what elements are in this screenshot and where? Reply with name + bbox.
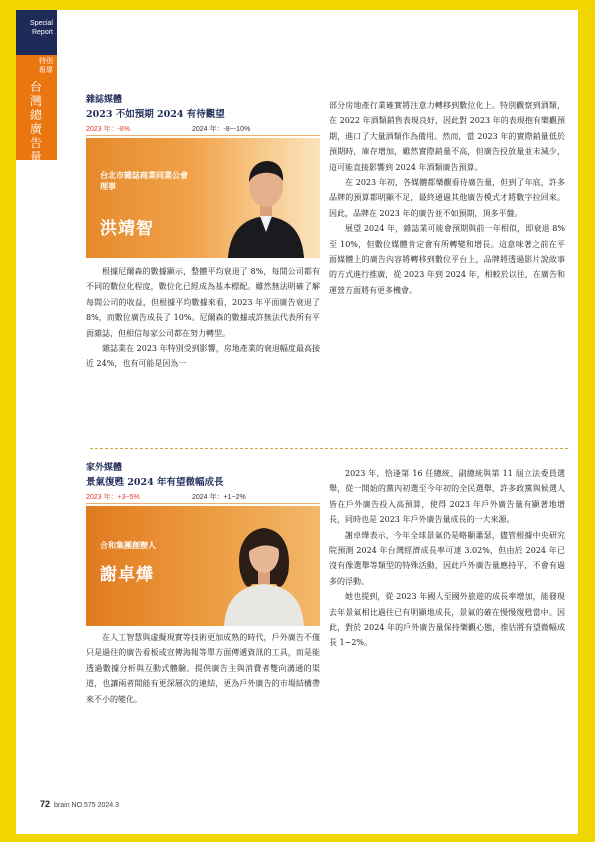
article2-title: 景氣復甦 2024 年有望微幅成長	[86, 477, 224, 488]
article1-category: 雜誌媒體	[86, 95, 123, 105]
article2-left-column	[86, 630, 320, 707]
article2-person-name: 謝卓燁	[100, 565, 154, 585]
article2-portrait	[86, 506, 320, 626]
article1-rate-2024	[192, 124, 250, 134]
rate-2023-value: +3~5%	[117, 494, 140, 501]
section-divider	[90, 448, 568, 449]
sidebar-english-label: Special Report	[30, 20, 53, 36]
article1-portrait	[86, 138, 320, 258]
rate-underline	[86, 503, 320, 504]
paragraph: 根據尼爾森的數據顯示，整體平均衰退了 8%，每間公司都有不同的數位化程度，數位化已經成為基本標配。雖然無法明確了解每間公司的收益，但根據平均數據來看，2023 年平面廣告衰退了 8%，而數位廣告成長了 10%。尼爾森的數據或許無法代表所有平面雜誌，但相信每家公司都在努力轉型。	[86, 267, 320, 338]
rate-2023-key: 2023 年：	[86, 126, 118, 133]
issue-info: brain NO.575 2024.3	[54, 802, 120, 809]
sidebar-vertical-title: 台灣總廣告量	[29, 80, 42, 164]
rate-2023-value: -8%	[117, 126, 130, 133]
article1-person-name: 洪靖智	[100, 219, 154, 239]
paragraph: 2023 年，恰逢第 16 任總統、副總統與第 11 屆立法委員選舉，從一開始的黨內初選至今年初的全民選舉，許多政黨與候選人皆在戶外廣告投入高預算，使得 2023 年戶外廣告量有顯著地增長，同時也是 2023 年戶外廣告量成長的一大來源。	[329, 469, 565, 525]
paragraph: 她也提到，從 2023 年國人至國外旅遊的成長率增加，能發現去年景氣相比過往已有明顯地成長，景氣的確在慢慢復甦當中。因此，對於 2024 年的戶外廣告量保持樂觀心態，推估將有望微幅成長 1~2%。	[329, 592, 565, 648]
paragraph: 在人工智慧與虛擬現實等技術更加成熟的時代，戶外廣告不僅只是過往的廣告看板或宣傳海報等單方面傳遞資訊的工具，而是能透過數據分析與互動式體驗。提供廣告主與消費者雙向溝通的渠道，也讓兩者間能有更深層次的連結，更為戶外廣告的市場結構帶來不小的變化。	[86, 633, 320, 704]
rate-underline	[86, 135, 320, 136]
paragraph: 部分房地產行業確實將注意力轉移到數位化上。特別觀察到酒類，在 2022 年酒類銷售表現良好，因此對 2023 年的表現抱有樂觀預期，進口了大量酒類作為備用。然而，當 2023 年的實際銷量低於預期時，庫存增加，雖然實際銷量不高，但廣告投放量並未減少，這可能直接影響到 2024 年酒類廣告預算。	[329, 101, 565, 172]
person-illustration	[214, 514, 314, 626]
paragraph: 展望 2024 年，雜誌業可能會預期與前一年相似，即衰退 8% 至 10%，但數位媒體肯定會有所轉變和增長。這意味著之前在平面媒體上的廣告內容將轉移到數位平台上，品牌將透過影片說故事的方式進行推廣，從 2023 年到 2024 年，相較於以往，在廣告和運營方面將有更多機會。	[329, 224, 565, 295]
magazine-page	[16, 10, 578, 834]
page-footer	[40, 799, 119, 809]
page-number: 72	[40, 799, 51, 809]
rate-2024-value: -8~-10%	[223, 126, 251, 133]
rate-2024-value: +1~2%	[223, 494, 246, 501]
article2-rate-2023	[86, 492, 140, 502]
section-sidebar	[16, 10, 57, 164]
article1-title: 2023 不如預期 2024 有待觀望	[86, 109, 225, 120]
rate-2024-key: 2024 年：	[192, 494, 224, 501]
article2-category: 家外媒體	[86, 463, 123, 473]
article2-person-org: 合和集團創辦人	[100, 541, 156, 550]
sidebar-chinese-tag: 特別報導	[39, 57, 53, 74]
article1-left-column	[86, 264, 320, 372]
article1-person-org: 台北市雜誌商業同業公會理事	[100, 171, 188, 191]
paragraph: 謝卓燁表示，今年全球景氣仍是略顯蕭瑟，儘管根據中央研究院預測 2024 年台灣經濟成長率可達 3.02%，但由於 2024 年已沒有像選舉等類型的特殊活動，因此戶外廣告量應持平，不會有過多的浮動。	[329, 530, 565, 586]
article2-right-column	[329, 466, 565, 651]
article1-rate-2023	[86, 124, 130, 134]
paragraph: 在 2023 年初，各媒體都樂觀看待廣告量，但到了年底，許多品牌的預算都明顯不足，最終通過其他廣告模式才將數字拉回來。因此，品牌在 2023 年的廣告並不如預期，頂多平盤。	[329, 178, 565, 218]
paragraph: 雜誌業在 2023 年特別受到影響，房地產業的衰退幅度最高接近 24%，也有可能是因為一	[86, 344, 320, 369]
rate-2024-key: 2024 年：	[192, 126, 224, 133]
person-illustration	[216, 148, 316, 258]
article2-rate-2024	[192, 492, 246, 502]
rate-2023-key: 2023 年：	[86, 494, 118, 501]
article1-right-column	[329, 98, 565, 298]
